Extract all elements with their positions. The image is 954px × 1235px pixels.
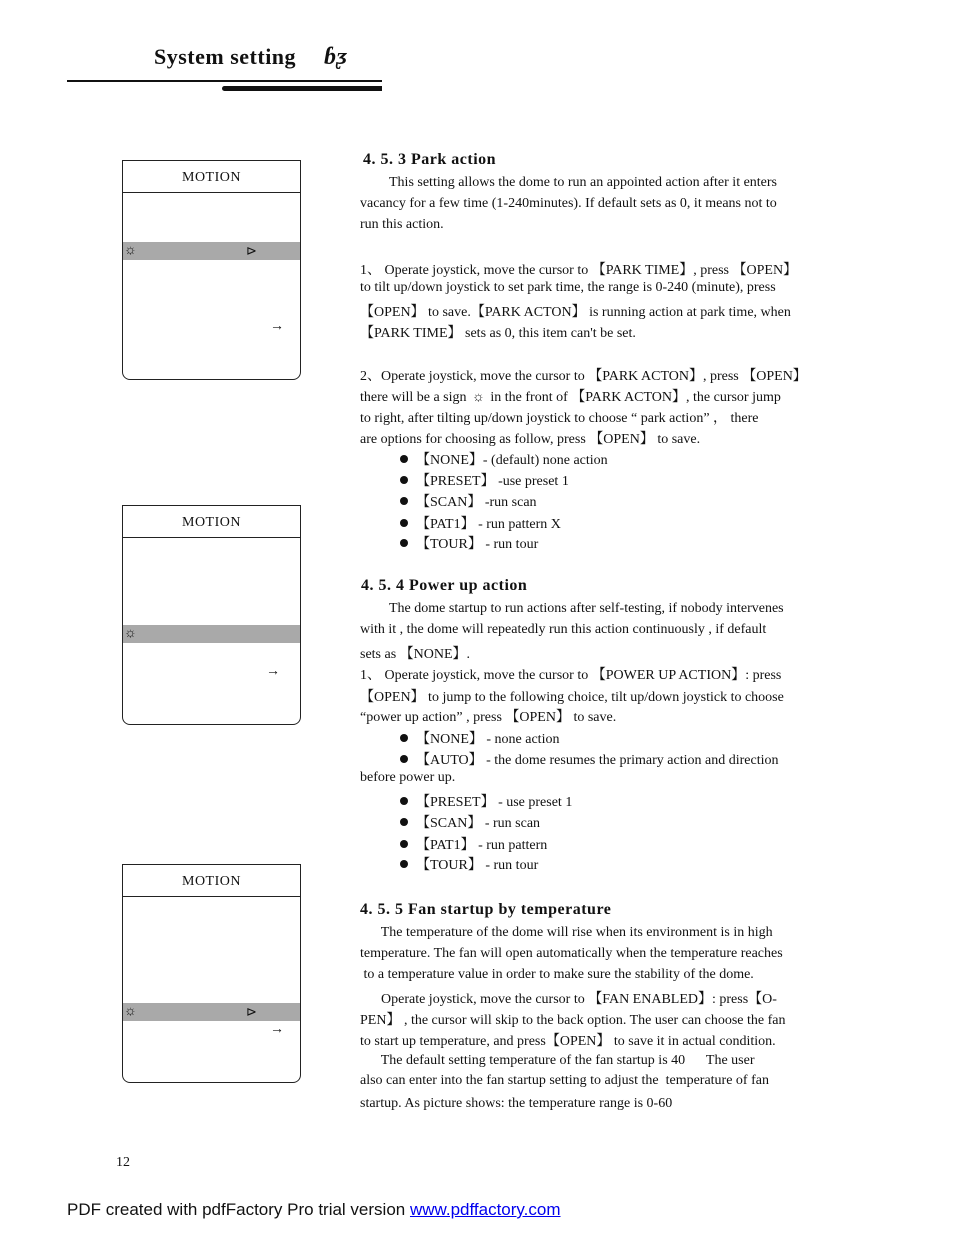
cursor-triangle-icon: ⊳ [246,243,257,258]
footer-link[interactable]: www.pdffactory.com [409,1200,561,1219]
pdf-footer [67,1200,561,1220]
bullet-icon [400,455,408,463]
bullet-icon [400,734,408,742]
header-ornament-icon: ɓᶚ [324,44,348,70]
paragraph-line: are options for choosing as follow, press 【OPEN】 to save. [360,432,701,447]
paragraph-line: before power up. [360,770,456,785]
bullet-icon [400,476,408,484]
paragraph-line: temperature. The fan will open automatically when the temperature reaches [360,946,783,961]
list-item: 【AUTO】 - the dome resumes the primary action and direction [400,749,778,769]
list-item: 【NONE】- (default) none action [400,449,608,469]
paragraph-line: with it , the dome will repeatedly run this action continuously , if default [360,622,767,637]
paragraph-line: The default setting temperature of the fan startup is 40 The user [360,1053,755,1068]
arrow-right-icon: → [270,319,284,334]
paragraph-line: 【PARK TIME】 sets as 0, this item can't be set. [360,326,636,341]
header-rule-thick [222,86,382,91]
paragraph-line: 【OPEN】 to save.【PARK ACTON】 is running action at park time, when [360,305,791,320]
page-title: System setting [154,44,297,69]
gear-icon: ☼ [472,390,485,405]
list-item: 【NONE】 - none action [400,728,559,748]
bullet-icon [400,519,408,527]
menu-highlight-bar [123,1003,300,1021]
osd-menu-fan [122,864,301,1083]
page-number: 12 [116,1155,130,1170]
bullet-icon [400,818,408,826]
list-item: 【PRESET】 -use preset 1 [400,470,569,490]
bullet-icon [400,497,408,505]
paragraph-line: to tilt up/down joystick to set park time, the range is 0-240 (minute), press [360,280,776,295]
bullet-icon [400,797,408,805]
paragraph-line: vacancy for a few time (1-240minutes). If default sets as 0, it means not to [360,196,777,211]
gear-icon: ☼ [124,626,137,641]
paragraph-line: also can enter into the fan startup setting to adjust the temperature of fan [360,1073,769,1088]
header-rule [67,80,382,82]
paragraph-line: to start up temperature, and press【OPEN】 to save it in actual condition. [360,1034,776,1049]
menu-title: MOTION [123,865,300,897]
bullet-icon [400,860,408,868]
paragraph-line: 1、 Operate joystick, move the cursor to 【POWER UP ACTION】: press [360,668,782,683]
section-heading-park-action: 4. 5. 3 Park action [363,151,497,168]
menu-highlight-bar [123,625,300,643]
list-item: 【SCAN】 -run scan [400,491,537,511]
list-item: 【PRESET】 - use preset 1 [400,791,572,811]
menu-title: MOTION [123,161,300,193]
menu-highlight-bar [123,242,300,260]
section-heading-fan: 4. 5. 5 Fan startup by temperature [360,901,612,918]
gear-icon: ☼ [124,243,137,258]
arrow-right-icon: → [270,1022,284,1037]
list-item: 【PAT1】 - run pattern X [400,513,561,533]
arrow-right-icon: → [266,664,280,679]
paragraph-line [360,386,781,406]
osd-menu-park-action [122,160,301,380]
paragraph-line: run this action. [360,217,444,232]
paragraph-line: Operate joystick, move the cursor to 【FAN ENABLED】: press【O- [360,992,777,1007]
gear-icon: ☼ [124,1004,137,1019]
paragraph-line: to right, after tilting up/down joystick to choose “ park action” ， there [360,411,759,426]
list-item: 【TOUR】 - run tour [400,854,538,874]
list-item: 【SCAN】 - run scan [400,812,540,832]
bullet-icon [400,539,408,547]
bullet-icon [400,840,408,848]
paragraph-line: startup. As picture shows: the temperature range is 0-60 [360,1096,673,1111]
list-item: 【PAT1】 - run pattern [400,834,547,854]
text-fragment: there will be a sign [360,390,467,405]
section-heading-power-up: 4. 5. 4 Power up action [361,577,528,594]
paragraph-line: 【OPEN】 to jump to the following choice, tilt up/down joystick to choose [360,690,784,705]
bullet-icon [400,755,408,763]
paragraph-line: “power up action” , press 【OPEN】 to save. [360,710,617,725]
osd-menu-power-up [122,505,301,725]
paragraph-line: sets as 【NONE】. [360,647,471,662]
paragraph-line: The temperature of the dome will rise when its environment is in high [360,925,773,940]
cursor-triangle-icon: ⊳ [246,1004,257,1019]
paragraph-line: 2、Operate joystick, move the cursor to 【PARK ACTON】, press 【OPEN】 [360,369,807,384]
paragraph-line: The dome startup to run actions after self-testing, if nobody intervenes [389,601,784,616]
text-fragment: in the front of 【PARK ACTON】, the cursor jump [490,390,781,405]
paragraph-line: This setting allows the dome to run an appointed action after it enters [389,175,778,190]
paragraph-line: 1、 Operate joystick, move the cursor to 【PARK TIME】, press 【OPEN】 [360,263,798,278]
paragraph-line: PEN】 , the cursor will skip to the back option. The user can choose the fan [360,1013,786,1028]
footer-text: PDF created with pdfFactory Pro trial version [67,1200,410,1219]
menu-title: MOTION [123,506,300,538]
paragraph-line: to a temperature value in order to make sure the stability of the dome. [360,967,754,982]
list-item: 【TOUR】 - run tour [400,533,538,553]
